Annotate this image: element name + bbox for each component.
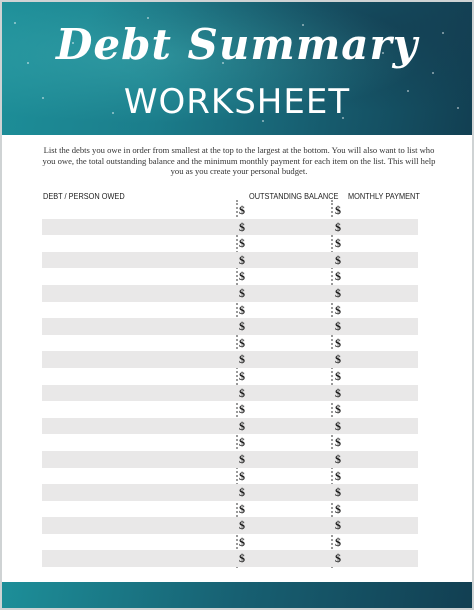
payment-dollar-sign: $: [335, 219, 341, 234]
table-row[interactable]: [42, 202, 418, 219]
table-row[interactable]: [42, 385, 418, 402]
balance-dollar-sign: $: [239, 485, 245, 500]
balance-dollar-sign: $: [239, 551, 245, 566]
payment-dollar-sign: $: [335, 352, 341, 367]
balance-dollar-sign: $: [239, 335, 245, 350]
payment-dollar-sign: $: [335, 501, 341, 516]
balance-dollar-sign: $: [239, 285, 245, 300]
payment-dollar-sign: $: [335, 451, 341, 466]
payment-dollar-sign: $: [335, 203, 341, 217]
balance-dollar-sign: $: [239, 302, 245, 317]
table-row[interactable]: [42, 219, 418, 236]
payment-dollar-sign: $: [335, 252, 341, 267]
table-row[interactable]: [42, 285, 418, 302]
balance-dollar-sign: $: [239, 352, 245, 367]
table-row[interactable]: [42, 351, 418, 368]
table-row[interactable]: [42, 418, 418, 435]
payment-dollar-sign: $: [335, 236, 341, 251]
payment-dollar-sign: $: [335, 269, 341, 284]
payment-dollar-sign: $: [335, 551, 341, 566]
table-row[interactable]: [42, 468, 418, 485]
balance-dollar-sign: $: [239, 252, 245, 267]
instructions-text: List the debts you owe in order from smallest at the top to the largest at the bottom. You will also want to list who you owe, the total outstanding balance and the minimum monthly payment for each item on the list. This will help you as you create your personal budget.: [42, 145, 436, 177]
column-header-debt: DEBT / PERSON OWED: [43, 192, 125, 201]
table-row[interactable]: [42, 252, 418, 269]
table-row[interactable]: [42, 501, 418, 518]
table-row[interactable]: [42, 550, 418, 567]
table-row[interactable]: [42, 451, 418, 468]
table-row[interactable]: [42, 534, 418, 551]
balance-dollar-sign: $: [239, 402, 245, 417]
payment-dollar-sign: $: [335, 319, 341, 334]
table-row[interactable]: [42, 235, 418, 252]
header-banner: [2, 2, 472, 135]
payment-dollar-sign: $: [335, 285, 341, 300]
balance-dollar-sign: $: [239, 319, 245, 334]
column-header-payment: MONTHLY PAYMENT: [348, 192, 420, 201]
payment-dollar-sign: $: [335, 385, 341, 400]
balance-dollar-sign: $: [239, 203, 245, 217]
title-script: Debt Summary: [55, 20, 419, 69]
balance-dollar-sign: $: [239, 418, 245, 433]
balance-dollar-sign: $: [239, 468, 245, 483]
payment-dollar-sign: $: [335, 402, 341, 417]
payment-dollar-sign: $: [335, 518, 341, 533]
payment-dollar-sign: $: [335, 335, 341, 350]
debt-table: [42, 202, 418, 567]
payment-dollar-sign: $: [335, 418, 341, 433]
table-row[interactable]: [42, 302, 418, 319]
balance-dollar-sign: $: [239, 534, 245, 549]
balance-dollar-sign: $: [239, 451, 245, 466]
table-row[interactable]: [42, 335, 418, 352]
payment-dollar-sign: $: [335, 534, 341, 549]
payment-dollar-sign: $: [335, 368, 341, 383]
footer-banner: [2, 582, 472, 608]
balance-dollar-sign: $: [239, 219, 245, 234]
payment-dollar-sign: $: [335, 435, 341, 450]
payment-dollar-sign: $: [335, 485, 341, 500]
balance-dollar-sign: $: [239, 368, 245, 383]
balance-dollar-sign: $: [239, 269, 245, 284]
balance-dollar-sign: $: [239, 236, 245, 251]
title-worksheet: WORKSHEET: [123, 82, 351, 122]
payment-dollar-sign: $: [335, 468, 341, 483]
balance-dollar-sign: $: [239, 435, 245, 450]
balance-dollar-sign: $: [239, 518, 245, 533]
table-row[interactable]: [42, 401, 418, 418]
column-header-balance: OUTSTANDING BALANCE: [249, 192, 339, 201]
balance-dollar-sign: $: [239, 385, 245, 400]
table-row[interactable]: [42, 484, 418, 501]
table-row[interactable]: [42, 434, 418, 451]
table-row[interactable]: [42, 517, 418, 534]
table-row[interactable]: [42, 268, 418, 285]
payment-dollar-sign: $: [335, 302, 341, 317]
table-row[interactable]: [42, 368, 418, 385]
table-row[interactable]: [42, 318, 418, 335]
balance-dollar-sign: $: [239, 501, 245, 516]
